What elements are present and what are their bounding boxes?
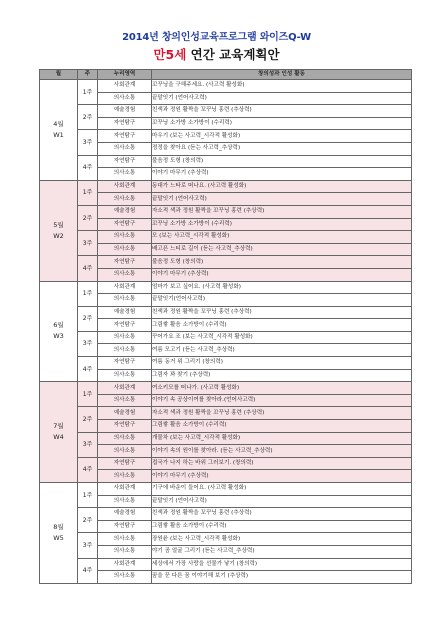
table-row bbox=[40, 382, 412, 395]
activity-cell: 이야기 마무기 (추상력) bbox=[152, 268, 412, 281]
month-block bbox=[40, 180, 412, 281]
month-code: W4 bbox=[53, 433, 64, 442]
activity-cell: 친색과 정원 활짝을 꼬꾸닝 홍련 (추상력) bbox=[152, 105, 412, 118]
month-label: 5월 bbox=[53, 220, 64, 229]
week-cell: 1주 bbox=[78, 281, 98, 306]
plan-table bbox=[39, 69, 412, 584]
activity-cell: 그림쌓 활음 소가방이 (수리력) bbox=[152, 420, 412, 433]
document-title-program: 창의인성교육프로그램 와이즈Q-W bbox=[161, 32, 311, 43]
activity-cell: 세상에서 가장 사랑을 선물가 낳기 (창의력) bbox=[152, 558, 412, 571]
activity-cell: 꾸어가요 조 (보는 사고력_시각적 활성화) bbox=[152, 331, 412, 344]
month-cell bbox=[40, 180, 78, 281]
area-cell: 자연탐구 bbox=[98, 319, 152, 332]
area-cell: 의사소통 bbox=[98, 445, 152, 458]
table-row bbox=[40, 306, 412, 319]
table-row bbox=[40, 281, 412, 294]
area-cell: 예술경험 bbox=[98, 105, 152, 118]
activity-cell: 배고픈 느티로 길이 (듣는 사고력_추상력) bbox=[152, 243, 412, 256]
area-cell: 사회관계 bbox=[98, 483, 152, 496]
activity-cell: 기구에 바운이 들어요. (사고력 활성화) bbox=[152, 483, 412, 496]
area-cell: 의사소통 bbox=[98, 268, 152, 281]
month-cell bbox=[40, 281, 78, 382]
table-header-row bbox=[40, 70, 412, 80]
activity-cell: 그림자 꽈 찾기 (추상력) bbox=[152, 369, 412, 382]
week-cell: 4주 bbox=[78, 256, 98, 281]
table-row bbox=[40, 432, 412, 445]
subtitle-age: 만5세 bbox=[153, 47, 187, 62]
month-block bbox=[40, 281, 412, 382]
area-cell: 의사소통 bbox=[98, 142, 152, 155]
week-cell: 1주 bbox=[78, 80, 98, 105]
table-row bbox=[40, 180, 412, 193]
area-cell: 의사소통 bbox=[98, 193, 152, 206]
month-block bbox=[40, 382, 412, 483]
area-cell: 예술경험 bbox=[98, 407, 152, 420]
activity-cell: 꼬꾸닝 소가방 소가방이 (수리력) bbox=[152, 218, 412, 231]
activity-cell: 정정을 찾아요 (듣는 사고력_추상력) bbox=[152, 142, 412, 155]
activity-cell: 이야기 마무기 (추상력) bbox=[152, 470, 412, 483]
area-cell: 의사소통 bbox=[98, 331, 152, 344]
activity-cell: 이야기 속의 원이를 찾아라. (듣는 사고력_추상력) bbox=[152, 445, 412, 458]
week-cell: 1주 bbox=[78, 180, 98, 205]
document-subtitle bbox=[0, 45, 433, 63]
month-label: 7월 bbox=[53, 422, 64, 431]
subtitle-text: 연간 교육계획안 bbox=[186, 47, 280, 62]
month-code: W5 bbox=[53, 533, 64, 542]
area-cell: 자연탐구 bbox=[98, 218, 152, 231]
area-cell: 예술경험 bbox=[98, 205, 152, 218]
week-cell: 3주 bbox=[78, 432, 98, 457]
area-cell: 자연탐구 bbox=[98, 130, 152, 143]
area-cell: 자연탐구 bbox=[98, 256, 152, 269]
area-cell: 의사소통 bbox=[98, 470, 152, 483]
week-cell: 2주 bbox=[78, 508, 98, 533]
month-code: W1 bbox=[53, 130, 64, 139]
area-cell: 자연탐구 bbox=[98, 457, 152, 470]
area-cell: 의사소통 bbox=[98, 571, 152, 584]
week-cell: 4주 bbox=[78, 357, 98, 382]
area-cell: 사회관계 bbox=[98, 80, 152, 93]
area-cell: 의사소통 bbox=[98, 369, 152, 382]
activity-cell: 장원윤 (보는 사고력_시각적 활성화) bbox=[152, 533, 412, 546]
week-cell: 3주 bbox=[78, 533, 98, 558]
area-cell: 자연탐구 bbox=[98, 420, 152, 433]
activity-cell: 야기 곰 얼굴 그리기 (듣는 사고력_추상력) bbox=[152, 545, 412, 558]
activity-cell: 그림쌓 활음 소가방이 (수리력) bbox=[152, 319, 412, 332]
week-cell: 2주 bbox=[78, 105, 98, 130]
week-cell: 3주 bbox=[78, 130, 98, 155]
activity-cell: 불음정 도형 (창의력) bbox=[152, 155, 412, 168]
week-cell: 3주 bbox=[78, 331, 98, 356]
week-cell: 1주 bbox=[78, 483, 98, 508]
document-title bbox=[0, 28, 433, 43]
activity-cell: 불음정 도형 (창의력) bbox=[152, 256, 412, 269]
week-cell: 1주 bbox=[78, 382, 98, 407]
table-row bbox=[40, 205, 412, 218]
header-month: 월 bbox=[40, 70, 78, 80]
week-cell: 2주 bbox=[78, 306, 98, 331]
area-cell: 사회관계 bbox=[98, 281, 152, 294]
table-row bbox=[40, 533, 412, 546]
area-cell: 의사소통 bbox=[98, 92, 152, 105]
activity-cell: 그림쌓 활음 소가방이 (수리력) bbox=[152, 520, 412, 533]
area-cell: 의사소통 bbox=[98, 344, 152, 357]
area-cell: 예술경험 bbox=[98, 306, 152, 319]
activity-cell: 개물차 (보는 사고력_시각적 활성화) bbox=[152, 432, 412, 445]
activity-cell: 꼬꾸닝 소가방 소가방이 (수리력) bbox=[152, 117, 412, 130]
table-row bbox=[40, 457, 412, 470]
table-row bbox=[40, 357, 412, 370]
activity-cell: 자소적 색과 정원 활짝을 꼬꾸닝 홍련 (추상력) bbox=[152, 407, 412, 420]
area-cell: 사회관계 bbox=[98, 180, 152, 193]
area-cell: 자연탐구 bbox=[98, 155, 152, 168]
table-row bbox=[40, 483, 412, 496]
activity-cell: 꼬꾸닝을 구해주세요. (사고력 활성화) bbox=[152, 80, 412, 93]
area-cell: 의사소통 bbox=[98, 294, 152, 307]
table-row bbox=[40, 331, 412, 344]
header-week: 주 bbox=[78, 70, 98, 80]
activity-cell: 접국가 나지 하는 바위 그러보기. (창의력) bbox=[152, 457, 412, 470]
area-cell: 의사소통 bbox=[98, 533, 152, 546]
table-row bbox=[40, 558, 412, 571]
area-cell: 자연탐구 bbox=[98, 520, 152, 533]
week-cell: 3주 bbox=[78, 231, 98, 256]
week-cell: 2주 bbox=[78, 407, 98, 432]
week-cell: 2주 bbox=[78, 205, 98, 230]
area-cell: 예술경험 bbox=[98, 508, 152, 521]
month-label: 6월 bbox=[53, 321, 64, 330]
month-block bbox=[40, 483, 412, 584]
table-row bbox=[40, 155, 412, 168]
week-cell: 4주 bbox=[78, 457, 98, 482]
month-cell bbox=[40, 382, 78, 483]
week-cell: 4주 bbox=[78, 558, 98, 583]
table-row bbox=[40, 105, 412, 118]
month-code: W3 bbox=[53, 332, 64, 341]
area-cell: 의사소통 bbox=[98, 495, 152, 508]
area-cell: 의사소통 bbox=[98, 394, 152, 407]
area-cell: 의사소통 bbox=[98, 168, 152, 181]
activity-cell: 마우기 (보는 사고력_시각적 활성화) bbox=[152, 130, 412, 143]
month-block bbox=[40, 80, 412, 181]
table-row bbox=[40, 231, 412, 244]
header-area: 누리영역 bbox=[98, 70, 152, 80]
activity-cell: 이야기 속 공상이여를 찾아라.(언어사고력) bbox=[152, 394, 412, 407]
month-label: 8월 bbox=[53, 522, 64, 531]
document-title-year: 2014년 bbox=[122, 32, 162, 43]
activity-cell: 모 (보는 사고력_시각적 활성화) bbox=[152, 231, 412, 244]
header-activity: 창의성과 인성 활동 bbox=[152, 70, 412, 80]
activity-cell: 자소적 색과 정원 활짝을 꼬꾸닝 홍련 (추상력) bbox=[152, 205, 412, 218]
month-cell bbox=[40, 80, 78, 181]
activity-cell: 엄마가 보고 싶어요. (사고력 활성화) bbox=[152, 281, 412, 294]
table-row bbox=[40, 256, 412, 269]
week-cell: 4주 bbox=[78, 155, 98, 180]
area-cell: 의사소통 bbox=[98, 432, 152, 445]
activity-cell: 끝말잇기 (언어사고력) bbox=[152, 495, 412, 508]
area-cell: 사회관계 bbox=[98, 382, 152, 395]
activity-cell: 친색과 정원 활짝을 꼬꾸닝 홍련 (추상력) bbox=[152, 508, 412, 521]
activity-cell: 친색과 정원 활짝을 꼬꾸닝 홍련 (추상력) bbox=[152, 306, 412, 319]
month-label: 4월 bbox=[53, 119, 64, 128]
table-row bbox=[40, 80, 412, 93]
area-cell: 자연탐구 bbox=[98, 117, 152, 130]
activity-cell: 여름 모고기 (듣는 사고력_추상력) bbox=[152, 344, 412, 357]
activity-cell: 끝말잇기 (언어사고력) bbox=[152, 193, 412, 206]
activity-cell: 꿈을 꾼 다른 꿈 이야기해 보기 (추상력) bbox=[152, 571, 412, 584]
area-cell: 의사소통 bbox=[98, 243, 152, 256]
table-row bbox=[40, 508, 412, 521]
area-cell: 사회관계 bbox=[98, 558, 152, 571]
table-row bbox=[40, 130, 412, 143]
activity-cell: 이야기 마무기 (추상력) bbox=[152, 168, 412, 181]
area-cell: 의사소통 bbox=[98, 231, 152, 244]
area-cell: 의사소통 bbox=[98, 545, 152, 558]
area-cell: 자연탐구 bbox=[98, 357, 152, 370]
activity-cell: 여름 동거 위 그리기 (창의력) bbox=[152, 357, 412, 370]
month-code: W2 bbox=[53, 231, 64, 240]
activity-cell: 끝말잇기(언어사고력) bbox=[152, 294, 412, 307]
table-row bbox=[40, 407, 412, 420]
activity-cell: 끝말잇기 (언어사고력) bbox=[152, 92, 412, 105]
activity-cell: 동대가 느타로 떠나요. (사고력 활성화) bbox=[152, 180, 412, 193]
activity-cell: 여소키모를 떠나가. (사고력 활성화) bbox=[152, 382, 412, 395]
month-cell bbox=[40, 483, 78, 584]
